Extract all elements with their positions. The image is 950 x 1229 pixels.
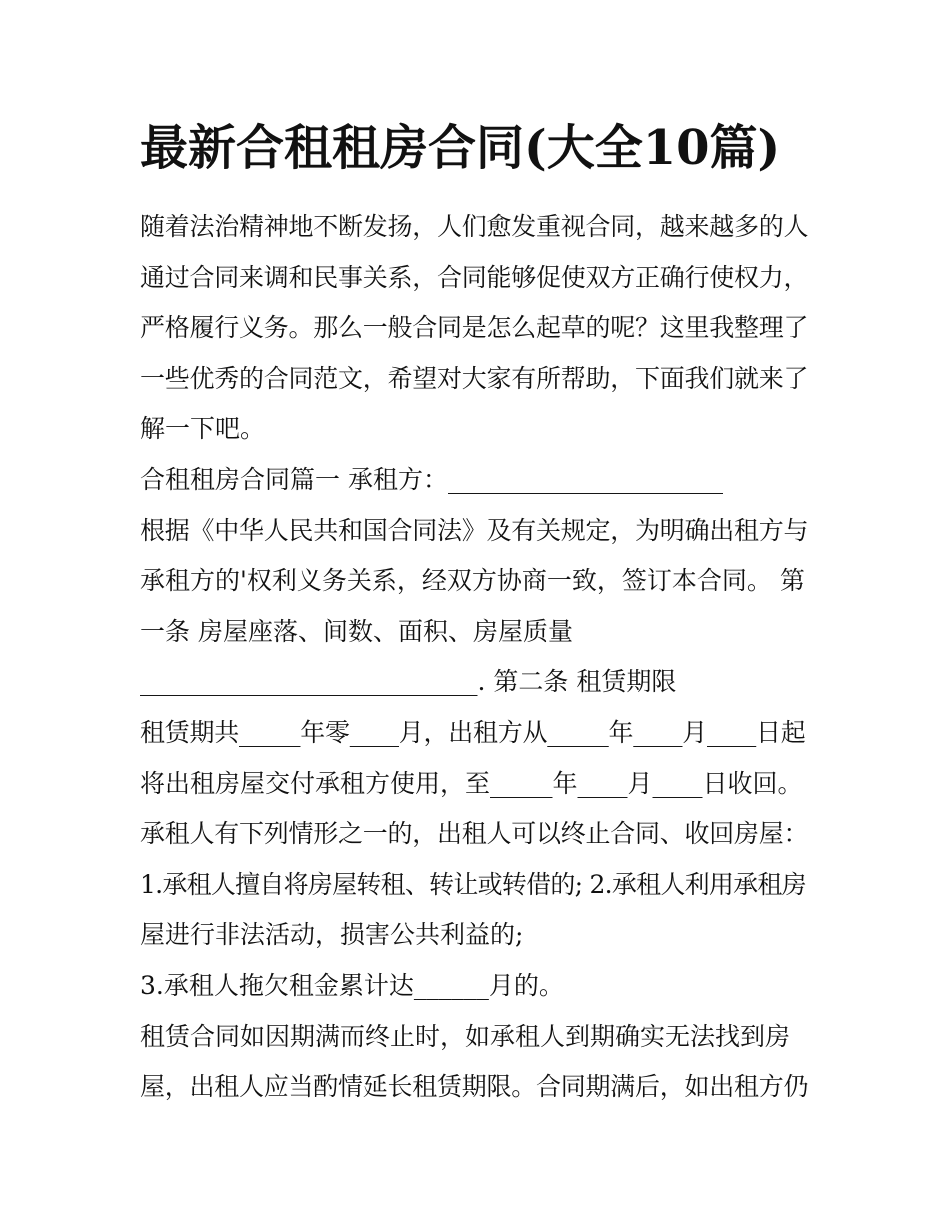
body-line: 通过合同来调和民事关系，合同能够促使双方正确行使权力，	[140, 262, 809, 292]
body-line: 一些优秀的合同范文，希望对大家有所帮助，下面我们就来了	[140, 363, 809, 393]
body-line: 将出租房屋交付承租方使用，至_____年____月____日收回。	[140, 768, 803, 798]
body-line: 屋进行非法活动，损害公共利益的;	[140, 920, 524, 950]
body-line: 承租方的'权利义务关系，经双方协商一致，签订本合同。 第	[140, 566, 805, 596]
body-line: 严格履行义务。那么一般合同是怎么起草的呢？这里我整理了	[140, 313, 809, 343]
body-line: 随着法治精神地不断发扬，人们愈发重视合同，越来越多的人	[140, 212, 809, 241]
body-line: 1.承租人擅自将房屋转租、转让或转借的; 2.承租人利用承租房	[140, 869, 806, 899]
body-line: 解一下吧。	[140, 414, 266, 444]
body-line: 租赁合同如因期满而终止时，如承租人到期确实无法找到房	[140, 1021, 791, 1051]
body-line: 租赁期共_____年零____月，出租方从_____年____月____日起	[140, 717, 806, 747]
body-line: 屋，出租人应当酌情延长租赁期限。合同期满后，如出租方仍	[140, 1072, 809, 1102]
section-heading-line: 合租租房合同篇一 承租方：______________________	[140, 464, 723, 494]
document-body	[140, 202, 812, 1113]
body-line: 承租人有下列情形之一的，出租人可以终止合同、收回房屋：	[140, 819, 809, 849]
body-line: 根据《中华人民共和国合同法》及有关规定，为明确出租方与	[140, 515, 809, 545]
document-title: 最新合租租房合同(大全10篇)	[140, 120, 781, 176]
body-line: ___________________________. 第二条 租赁期限	[140, 667, 677, 697]
body-line: 3.承租人拖欠租金累计达______月的。	[140, 970, 564, 1000]
body-line: 一条 房屋座落、间数、面积、房屋质量	[140, 616, 573, 646]
document-page	[140, 112, 812, 1113]
